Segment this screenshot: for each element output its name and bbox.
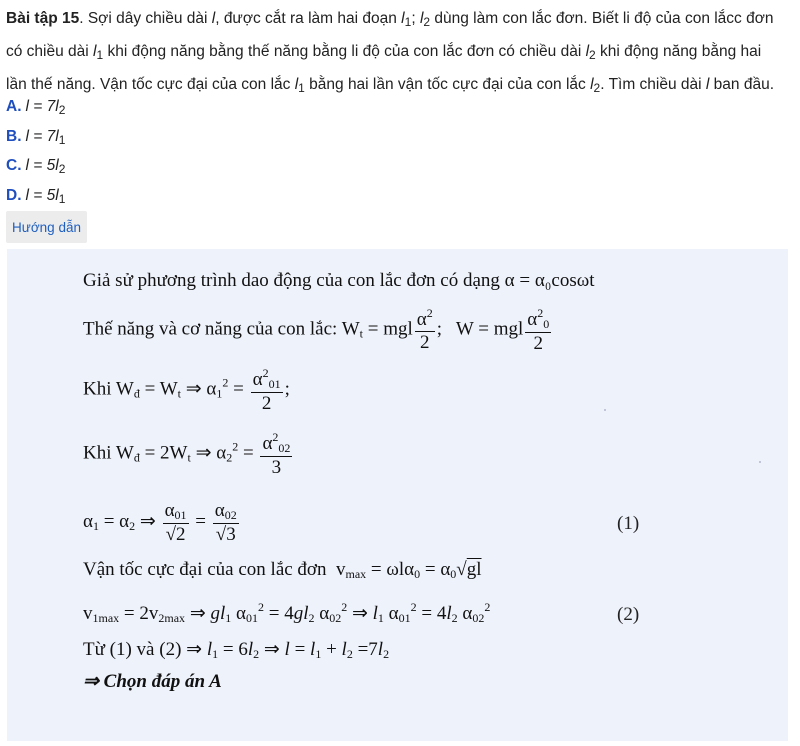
option-a[interactable]: A. $l = 7l_2$ <box>6 98 66 117</box>
option-c[interactable]: C. $l = 5l_2$ <box>6 157 66 176</box>
solution-line-7: $v_{1max} = 2v_{2max}$ ⇒ $gl_1$ $\alpha_{01}^2 = 4gl_2$ $\alpha_{02}^2$ ⇒ $l_1$ $\alpha_{01}^2 = 4l_2$ $\alpha_{02}^2$ <box>83 600 491 625</box>
answer-options <box>6 92 65 210</box>
option-b[interactable]: B. $l = 7l_1$ <box>6 127 66 147</box>
solution-line-6: Vận tốc cực đại của con lắc đơn $v_{max} = \omega l\alpha_0 = \alpha_0√gl$ <box>83 559 482 581</box>
solution-line-5: $\alpha_1 = \alpha_2$ ⇒ $\frac{\alpha_{01}}{√2}$ = $\frac{\alpha_{02}}{√3}$ <box>83 500 237 545</box>
solution-line-2: Thế năng và cơ năng của con lắc: $W_t$ = mgl $\frac{\alpha^2}{2}$ ; W = mgl $\frac{\alpha^2_0}{2}$ <box>83 306 550 354</box>
solution-line-1: Giả sử phương trình dao động của con lắc đơn có dạng α = α₀cosωt <box>83 270 595 291</box>
equation-number-2: (2) <box>617 604 640 625</box>
solution-line-4: Khi $W_đ = 2W_t$ ⇒ $\alpha_2^2$ = $\frac{\alpha^2_{02}}{3}$ <box>83 430 291 478</box>
question-label: Bài tập 15 <box>6 10 80 27</box>
equation-number-1: (1) <box>617 513 640 534</box>
solution-line-3: Khi $W_đ = W_t$ ⇒ $\alpha_1^2$ = $\frac{\alpha^2_{01}}{2}$ ; <box>83 366 290 414</box>
solution-line-8: Từ (1) và (2) ⇒ $l_1 = 6l_2$ ⇒ $l = l_1 + l_2 =7l_2$ <box>83 639 390 661</box>
solution-panel <box>7 249 788 741</box>
option-d[interactable]: D. $l = 5l_1$ <box>6 186 66 206</box>
question-text: Bài tập 15. Sợi dây chiều dài l, được cắt ra làm hai đoạn $l_1$; $l_2$ dùng làm con lắc đơn. Biết li độ của con lắcc đơn có chiều dài $l_1$ khi động năng bằng thế năng bằng li độ của con lắc đơn có chiều dài $l_2$ khi động năng bằng hai lần thế năng. Vận tốc cực đại của con lắc $l_1$ bằng hai lần vận tốc cực đại của con lắc $l_2$. Tìm chiều dài l ban đầu. <box>6 10 775 95</box>
solution-answer: ⇒ Chọn đáp án A <box>83 671 222 692</box>
guide-button[interactable]: Hướng dẫn <box>6 211 87 243</box>
